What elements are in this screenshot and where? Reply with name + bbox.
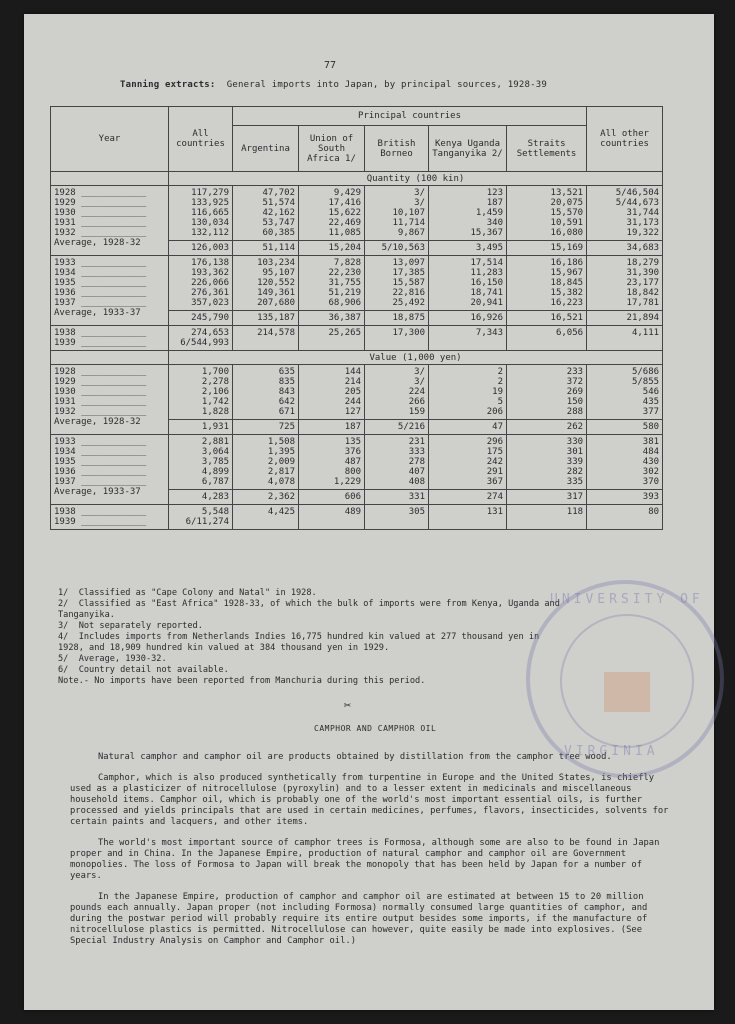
years-cell: 1938 ____________ 1939 ____________ [51, 326, 169, 351]
cell: 17,300 [365, 326, 429, 351]
header-year: Year [51, 107, 169, 172]
header-principal-countries: Principal countries [233, 107, 587, 126]
cell: 5/686 5/855 546 435 377 [587, 365, 663, 420]
cell: 187 [299, 420, 365, 435]
cell: 18,875 [365, 311, 429, 326]
cell: 245,790 [169, 311, 233, 326]
cell: 7,343 [429, 326, 507, 351]
cell: 296 175 242 291 367 [429, 435, 507, 490]
cell: 635 835 843 642 671 [233, 365, 299, 420]
header-british-borneo: British Borneo [365, 126, 429, 172]
title-rest: General imports into Japan, by principal sources, 1928-39 [226, 80, 548, 90]
table-row [51, 365, 663, 420]
seal-text-bottom: VIRGINIA [564, 744, 659, 759]
table-row [51, 186, 663, 241]
paragraph: In the Japanese Empire, production of camphor and camphor oil are estimated at between 15 to 20 million pounds each annually. Japan proper (not including Formosa) normally consumed large quantities of camphor, and during the postwar period will probably require its entire output besides some imports, if the manufacture of nitrocellulose plastics is permitted. Nitrocellulose can however, quite easily be made into explosives. (See Special Industry Analysis on Camphor and Camphor oil.) [70, 892, 648, 946]
header-all-other: All other countries [587, 107, 663, 172]
cell: 393 [587, 490, 663, 505]
cell: 2,362 [233, 490, 299, 505]
document-page [24, 14, 714, 1010]
cell: 1,508 1,395 2,009 2,817 4,078 [233, 435, 299, 490]
cell: 6,056 [507, 326, 587, 351]
years-cell [51, 256, 169, 326]
cell: 4,283 [169, 490, 233, 505]
cell: 4,425 [233, 505, 299, 530]
header-row [51, 107, 663, 126]
years-cell [51, 435, 169, 505]
cell: 580 [587, 420, 663, 435]
cell: 606 [299, 490, 365, 505]
cell: 274,653 6/544,993 [169, 326, 233, 351]
cell: 16,186 15,967 18,845 15,382 16,223 [507, 256, 587, 311]
years-list: 1933 ____________ 1934 ____________ 1935 ____________ 1936 ____________ 1937 ____________ [54, 258, 147, 308]
years-cell: 1938 ____________ 1939 ____________ [51, 505, 169, 530]
divider-ornament: ✂ [344, 698, 352, 712]
cell: 126,003 [169, 241, 233, 256]
cell: 317 [507, 490, 587, 505]
cell: 231 333 278 407 408 [365, 435, 429, 490]
cell: 305 [365, 505, 429, 530]
imports-table [50, 106, 663, 530]
page-number: 77 [324, 60, 337, 71]
average-label: Average, 1928-32 [54, 238, 141, 248]
header-straits: Straits Settlements [507, 126, 587, 172]
cell: 15,204 [299, 241, 365, 256]
cell: 3/ 3/ 224 266 159 [365, 365, 429, 420]
cell: 103,234 95,107 120,552 149,361 207,680 [233, 256, 299, 311]
cell: 17,514 11,283 16,150 18,741 20,941 [429, 256, 507, 311]
cell: 233 372 269 150 288 [507, 365, 587, 420]
section-row-quantity [51, 172, 663, 186]
library-seal-watermark [526, 580, 724, 778]
years-list: 1928 ____________ 1929 ____________ 1930 ____________ 1931 ____________ 1932 ____________ [54, 188, 147, 238]
cell: 176,138 193,362 226,066 276,361 357,023 [169, 256, 233, 311]
section-title: CAMPHOR AND CAMPHOR OIL [314, 724, 437, 733]
cell: 381 484 430 302 370 [587, 435, 663, 490]
cell: 5,548 6/11,274 [169, 505, 233, 530]
average-label: Average, 1928-32 [54, 417, 141, 427]
cell: 135,187 [233, 311, 299, 326]
footnotes: 1/ Classified as "Cape Colony and Natal" in 1928. 2/ Classified as "East Africa" 1928-33, of which the bulk of imports were from Kenya, Uganda and Tanganyika. 3/ Not separately reported. 4/ Includes imports from Netherlands Indies 16,775 hundred kin valued at 277 thousand yen in 1928, and 18,909 hundred kin valued at 384 thousand yen in 1929. 5/ Average, 1930-32. 6/ Country detail not available. Note.- No imports have been reported from Manchuria during this period. [58, 588, 560, 686]
table-row [51, 505, 663, 530]
cell: 123 187 1,459 340 15,367 [429, 186, 507, 241]
average-label: Average, 1933-37 [54, 487, 141, 497]
cell: 21,894 [587, 311, 663, 326]
table-title [120, 80, 547, 90]
cell: 1,931 [169, 420, 233, 435]
cell: 274 [429, 490, 507, 505]
cell: 5/216 [365, 420, 429, 435]
section-row-value [51, 351, 663, 365]
seal-text-top: UNIVERSITY OF [550, 592, 704, 607]
cell: 725 [233, 420, 299, 435]
cell: 9,429 17,416 15,622 22,469 11,085 [299, 186, 365, 241]
cell: 330 301 339 282 335 [507, 435, 587, 490]
years-list: 1928 ____________ 1929 ____________ 1930 ____________ 1931 ____________ 1932 ____________ [54, 367, 147, 417]
cell: 3,495 [429, 241, 507, 256]
cell: 13,097 17,385 15,587 22,816 25,492 [365, 256, 429, 311]
years-list: 1933 ____________ 1934 ____________ 1935 ____________ 1936 ____________ 1937 ____________ [54, 437, 147, 487]
cell: 131 [429, 505, 507, 530]
header-all-countries: All countries [169, 107, 233, 172]
cell: 262 [507, 420, 587, 435]
cell: 16,521 [507, 311, 587, 326]
cell: 144 214 205 244 127 [299, 365, 365, 420]
cell: 16,926 [429, 311, 507, 326]
cell: 25,265 [299, 326, 365, 351]
cell: 36,387 [299, 311, 365, 326]
cell: 331 [365, 490, 429, 505]
average-label: Average, 1933-37 [54, 308, 141, 318]
cell: 4,111 [587, 326, 663, 351]
years-cell [51, 365, 169, 435]
rotunda-icon [604, 672, 650, 712]
paragraph: Camphor, which is also produced synthetically from turpentine in Europe and the United States, is chiefly used as a plasticizer of nitrocellulose (pyroxylin) and to a lesser extent in medicinals and miscellaneous household items. Camphor oil, which is probably one of the world's most important essential oils, is further processed and yields principals that are used in certain medicines, perfumes, flavors, insecticides, solvents for certain paints and lacquers, and other items. [70, 773, 669, 827]
header-kenya-uganda: Kenya Uganda Tanganyika 2/ [429, 126, 507, 172]
cell: 15,169 [507, 241, 587, 256]
cell: 5/46,504 5/44,673 31,744 31,173 19,322 [587, 186, 663, 241]
cell: 118 [507, 505, 587, 530]
cell: 34,683 [587, 241, 663, 256]
cell: 3/ 3/ 10,107 11,714 9,867 [365, 186, 429, 241]
cell: 18,279 31,390 23,177 18,842 17,781 [587, 256, 663, 311]
cell: 489 [299, 505, 365, 530]
cell: 80 [587, 505, 663, 530]
paragraph: Natural camphor and camphor oil are products obtained by distillation from the camphor tree wood. [98, 752, 612, 762]
table-row [51, 256, 663, 311]
cell: 5/10,563 [365, 241, 429, 256]
quantity-label: Quantity (100 kin) [169, 172, 663, 186]
header-union-south-africa: Union of South Africa 1/ [299, 126, 365, 172]
value-label: Value (1,000 yen) [169, 351, 663, 365]
seal-inner-ring [560, 614, 694, 748]
cell: 13,521 20,075 15,570 10,591 16,080 [507, 186, 587, 241]
paragraph: The world's most important source of camphor trees is Formosa, although some are also to be found in Japan proper and in China. In the Japanese Empire, production of natural camphor and camphor oil are Government monopolies. The loss of Formosa to Japan will break the monopoly that has been held by Japan for a number of years. [70, 838, 660, 881]
cell: 2,881 3,064 3,785 4,899 6,787 [169, 435, 233, 490]
header-argentina: Argentina [233, 126, 299, 172]
cell: 7,828 22,230 31,755 51,219 68,906 [299, 256, 365, 311]
body-text [70, 752, 670, 957]
cell: 1,700 2,278 2,106 1,742 1,828 [169, 365, 233, 420]
cell: 47 [429, 420, 507, 435]
cell: 214,578 [233, 326, 299, 351]
cell: 2 2 19 5 206 [429, 365, 507, 420]
cell: 47,702 51,574 42,162 53,747 60,385 [233, 186, 299, 241]
cell: 117,279 133,925 116,665 130,034 132,112 [169, 186, 233, 241]
cell: 135 376 487 800 1,229 [299, 435, 365, 490]
years-cell [51, 186, 169, 256]
title-prefix: Tanning extracts: [120, 80, 216, 90]
cell: 51,114 [233, 241, 299, 256]
table-row [51, 326, 663, 351]
table-row [51, 435, 663, 490]
